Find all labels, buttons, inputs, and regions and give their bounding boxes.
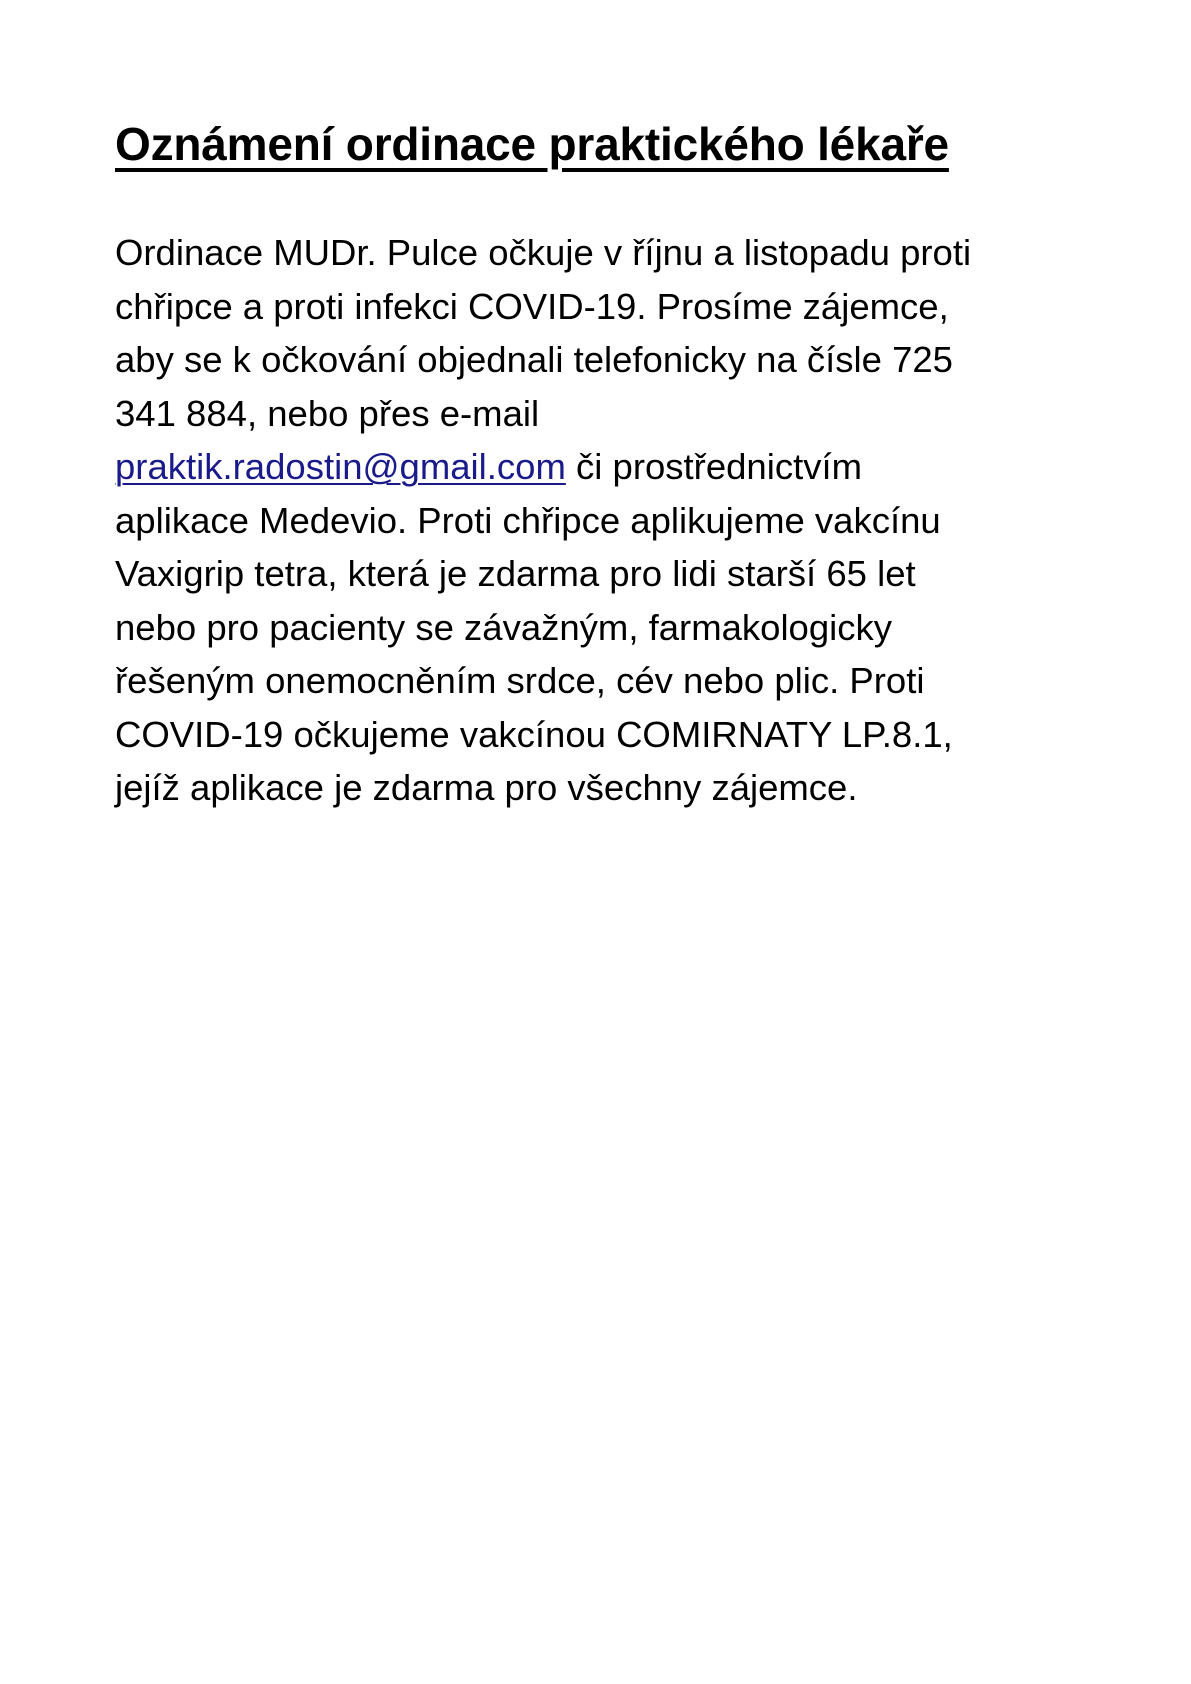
document-page — [115, 112, 1075, 815]
email-link[interactable]: praktik.radostin@gmail.com — [115, 446, 566, 487]
body-line: řešeným onemocněním srdce, cév nebo plic. Proti — [115, 660, 925, 701]
body-line: Ordinace MUDr. Pulce očkuje v říjnu a listopadu proti — [115, 232, 972, 273]
body-line: aplikace Medevio. Proti chřipce aplikujeme vakcínu — [115, 499, 941, 541]
body-line: jejíž aplikace je zdarma pro všechny zájemce. — [115, 767, 858, 808]
body-line: chřipce a proti infekci COVID-19. Prosíme zájemce, — [115, 285, 949, 327]
announcement-body — [115, 226, 1075, 815]
body-line: Vaxigrip tetra, která je zdarma pro lidi starší 65 let — [115, 553, 916, 594]
body-line: aby se k očkování objednali telefonicky na čísle 725 — [115, 339, 953, 380]
body-line-with-email — [115, 440, 1075, 494]
body-line: COVID-19 očkujeme vakcínou COMIRNATY LP.8.1, — [115, 713, 953, 755]
body-line: nebo pro pacienty se závažným, farmakologicky — [115, 606, 893, 648]
email-line-suffix: či prostřednictvím — [565, 446, 863, 487]
page-title: Oznámení ordinace praktického lékaře — [115, 118, 949, 170]
body-line: 341 884, nebo přes e-mail — [115, 392, 540, 434]
